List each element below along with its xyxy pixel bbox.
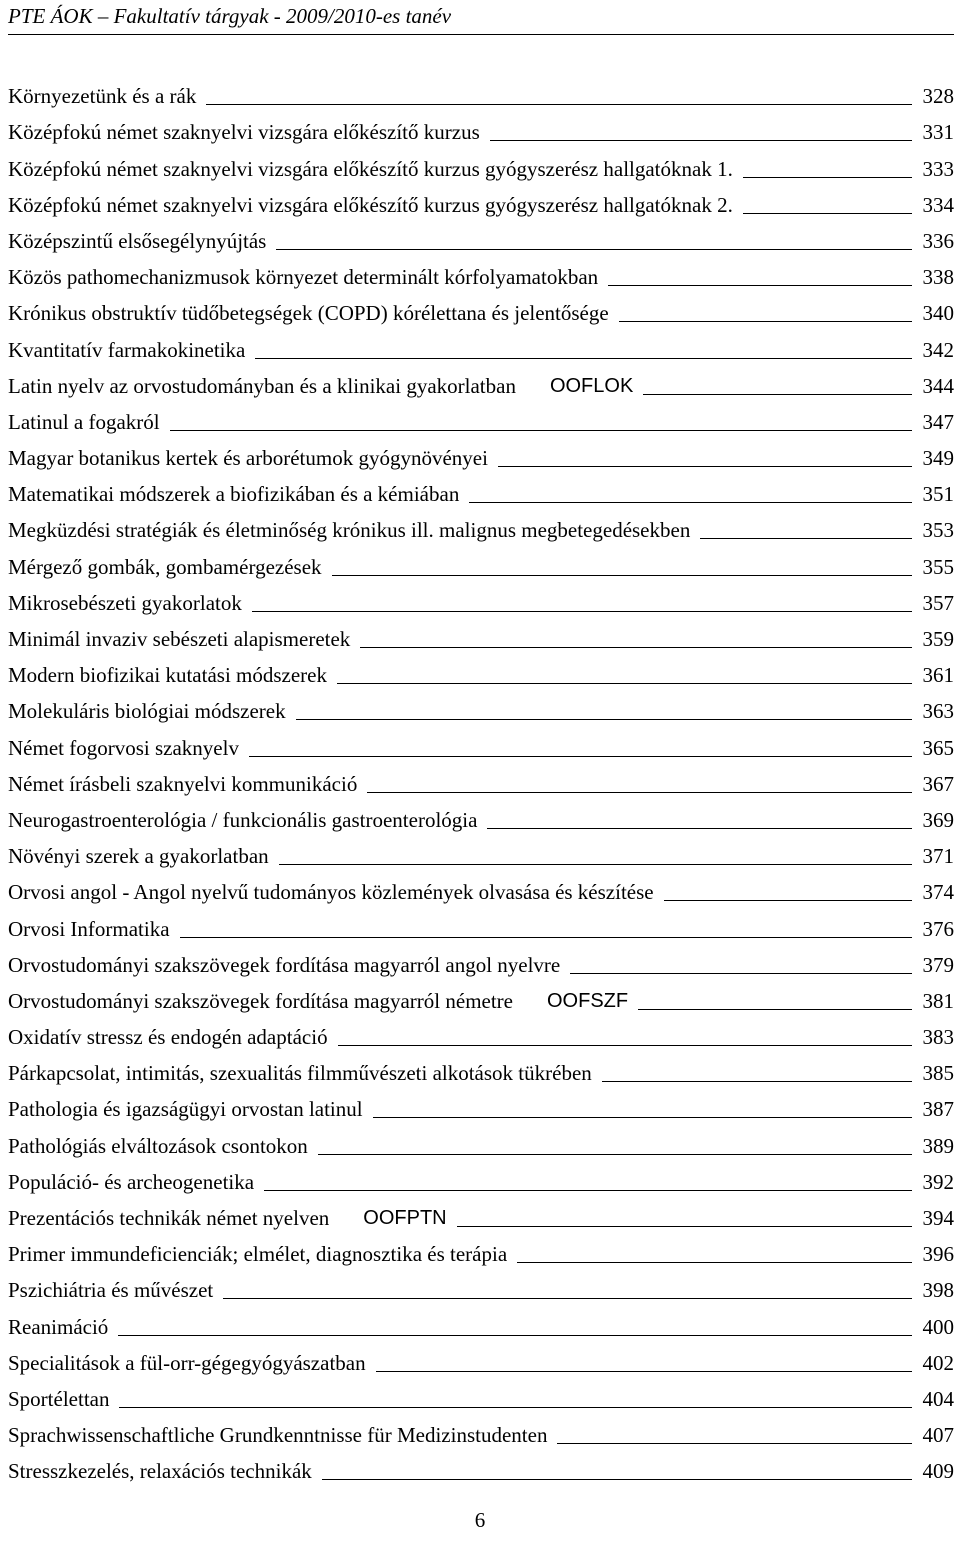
toc-entry-title: Specialitások a fül-orr-gégegyógyászatban [8, 1350, 366, 1375]
toc-entry-title: Stresszkezelés, relaxációs technikák [8, 1459, 312, 1484]
running-header: PTE ÁOK – Fakultatív tárgyak - 2009/2010-es tanév [8, 4, 452, 28]
toc-entry-leader-line [252, 611, 912, 612]
toc-entry-leader-line [608, 285, 912, 286]
toc-entry-page: 404 [922, 1386, 954, 1411]
toc-entry [8, 434, 954, 470]
toc-entry-page: 367 [922, 771, 954, 796]
toc-entry-page: 353 [922, 518, 954, 543]
toc-entry-page: 331 [922, 120, 954, 145]
toc-entry [8, 1230, 954, 1266]
toc-entry [8, 362, 954, 398]
toc-entry-leader-line [376, 1371, 912, 1372]
toc-entry [8, 832, 954, 868]
toc-entry [8, 470, 954, 506]
toc-entry-page: 392 [922, 1169, 954, 1194]
toc-entry-page: 385 [922, 1061, 954, 1086]
toc-entry [8, 1411, 954, 1447]
toc-entry-title: Minimál invaziv sebészeti alapismeretek [8, 627, 351, 651]
toc-entry-leader-line [367, 792, 912, 793]
toc-entry-title: Kvantitatív farmakokinetika [8, 337, 246, 362]
toc-entry-page: 407 [922, 1423, 954, 1448]
toc-entry-page: 336 [922, 228, 954, 253]
toc-entry-page: 398 [922, 1278, 954, 1303]
toc-entry [8, 181, 954, 217]
toc-entry-leader-line [337, 683, 912, 684]
toc-entry-leader-line [332, 575, 912, 576]
toc-entry-page: 359 [922, 627, 954, 651]
toc-entry-leader-line [570, 973, 912, 974]
toc-entry-title: Orvostudományi szakszövegek fordítása magyarról németre [8, 988, 513, 1013]
toc-entry [8, 1266, 954, 1302]
toc-entry-title: Megküzdési stratégiák és életminőség krónikus ill. malignus megbetegedésekben [8, 518, 691, 543]
toc-entry-page: 394 [922, 1206, 954, 1230]
toc-entry-page: 383 [922, 1025, 954, 1050]
toc-entry-leader-line [318, 1154, 912, 1155]
toc-entry-leader-line [743, 213, 912, 214]
header-rule [8, 34, 954, 35]
toc-entry-leader-line [743, 177, 912, 178]
toc-entry-leader-line [664, 900, 912, 901]
toc-entry-leader-line [487, 828, 912, 829]
toc-entry-title: Latin nyelv az orvostudományban és a klinikai gyakorlatban [8, 373, 516, 398]
toc-entry [8, 1158, 954, 1194]
toc-entry-page: 351 [922, 482, 954, 507]
toc-entry [8, 1049, 954, 1085]
toc-entry [8, 723, 954, 759]
toc-entry-course-code: OOFSZF [547, 989, 629, 1012]
toc-entry-title: Környezetünk és a rák [8, 84, 197, 109]
toc-entry-leader-line [118, 1335, 912, 1336]
toc-entry-title: Középfokú német szaknyelvi vizsgára előkészítő kurzus gyógyszerész hallgatóknak 1. [8, 156, 733, 181]
toc-entry [8, 108, 954, 144]
toc-entry-leader-line [180, 937, 912, 938]
toc-entry-course-code: OOFPTN [363, 1207, 447, 1229]
toc-entry-page: 344 [922, 373, 954, 398]
toc-entry-title: Primer immundeficienciák; elmélet, diagnosztika és terápia [8, 1242, 508, 1267]
toc-entry-leader-line [469, 502, 912, 503]
toc-entry-title: Oxidatív stressz és endogén adaptáció [8, 1025, 328, 1050]
toc-entry-title: Közös pathomechanizmusok környezet determinált kórfolyamatokban [8, 265, 599, 290]
toc-entry [8, 506, 954, 542]
toc-entry-leader-line [557, 1443, 912, 1444]
toc-entry-title: Reanimáció [8, 1314, 109, 1339]
toc-entry [8, 868, 954, 904]
toc-entry [8, 904, 954, 940]
toc-entry [8, 760, 954, 796]
toc-entry [8, 1375, 954, 1411]
toc-entry-leader-line [206, 104, 912, 105]
toc-entry-page: 396 [922, 1242, 954, 1267]
toc-entry [8, 615, 954, 651]
toc-entry-leader-line [279, 864, 912, 865]
toc-entry-page: 355 [922, 554, 954, 579]
toc-entry-title: Sportélettan [8, 1386, 110, 1411]
toc-entry [8, 977, 954, 1013]
toc-entry-title: Pathologia és igazságügyi orvostan latinul [8, 1097, 363, 1122]
toc-entry [8, 1085, 954, 1121]
toc-entry-title: Középfokú német szaknyelvi vizsgára előkészítő kurzus gyógyszerész hallgatóknak 2. [8, 192, 733, 217]
toc-entry [8, 217, 954, 253]
toc-entry-page: 409 [922, 1459, 954, 1484]
toc-entry-title: Pathológiás elváltozások csontokon [8, 1133, 308, 1158]
toc-entry-page: 376 [922, 916, 954, 941]
toc-entry-page: 363 [922, 699, 954, 724]
toc-entry-page: 338 [922, 265, 954, 290]
toc-entry [8, 1302, 954, 1338]
toc-entry-title: Német fogorvosi szaknyelv [8, 735, 239, 760]
toc-entry-title: Középszintű elsősegélynyújtás [8, 228, 267, 253]
toc-entry-leader-line [170, 430, 912, 431]
toc-entry [8, 1121, 954, 1157]
toc-entry-leader-line [360, 647, 912, 648]
toc-entry-page: 347 [922, 409, 954, 434]
toc-entry [8, 289, 954, 325]
toc-entry-leader-line [338, 1045, 912, 1046]
toc-entry-leader-line [517, 1262, 912, 1263]
toc-entry-leader-line [619, 321, 912, 322]
toc-entry [8, 72, 954, 108]
toc-entry-title: Sprachwissenschaftliche Grundkenntnisse für Medizinstudenten [8, 1423, 548, 1448]
toc-entry [8, 651, 954, 687]
toc-entry-page: 333 [922, 156, 954, 181]
toc-entry-title: Matematikai módszerek a biofizikában és a kémiában [8, 482, 460, 507]
toc-entry-leader-line [249, 756, 912, 757]
toc-entry-page: 387 [922, 1097, 954, 1122]
toc-entry-leader-line [264, 1190, 912, 1191]
toc-entry-page: 334 [922, 192, 954, 217]
toc-entry-leader-line [490, 140, 912, 141]
toc-entry-leader-line [643, 394, 912, 395]
toc-entry-title: Orvostudományi szakszövegek fordítása magyarról angol nyelvre [8, 952, 561, 977]
toc-entry-title: Modern biofizikai kutatási módszerek [8, 663, 327, 688]
toc-entry-leader-line [457, 1226, 912, 1227]
toc-entry-page: 342 [922, 337, 954, 362]
toc-entry-title: Molekuláris biológiai módszerek [8, 699, 286, 724]
toc-entry [8, 1447, 954, 1483]
toc-entry-leader-line [700, 538, 912, 539]
toc-entry-title: Orvosi Informatika [8, 916, 170, 941]
toc-entry-leader-line [223, 1298, 912, 1299]
toc-entry-page: 357 [922, 590, 954, 615]
toc-entry-title: Német írásbeli szaknyelvi kommunikáció [8, 771, 358, 796]
toc-entry-leader-line [322, 1479, 912, 1480]
toc-entry-title: Neurogastroenterológia / funkcionális gastroenterológia [8, 807, 478, 832]
toc-entry-page: 374 [922, 880, 954, 905]
toc-entry [8, 325, 954, 361]
toc-entry-page: 340 [922, 301, 954, 326]
toc-entry-page: 400 [922, 1314, 954, 1339]
table-of-contents [8, 72, 954, 1483]
toc-entry-page: 371 [922, 844, 954, 869]
toc-entry-title: Pszichiátria és művészet [8, 1278, 214, 1303]
toc-entry-page: 349 [922, 446, 954, 471]
toc-entry [8, 579, 954, 615]
toc-entry-page: 365 [922, 735, 954, 760]
toc-entry-title: Magyar botanikus kertek és arborétumok gyógynövényei [8, 446, 488, 471]
toc-entry-page: 389 [922, 1133, 954, 1158]
toc-entry-leader-line [638, 1009, 912, 1010]
toc-entry-title: Latinul a fogakról [8, 409, 160, 434]
toc-entry-page: 361 [922, 663, 954, 688]
toc-entry [8, 398, 954, 434]
toc-entry [8, 687, 954, 723]
toc-entry-leader-line [602, 1081, 912, 1082]
toc-entry-leader-line [498, 466, 912, 467]
toc-entry [8, 542, 954, 578]
toc-entry-title: Krónikus obstruktív tüdőbetegségek (COPD) kórélettana és jelentősége [8, 301, 609, 326]
toc-entry-leader-line [296, 719, 912, 720]
toc-entry-page: 379 [922, 952, 954, 977]
toc-entry [8, 941, 954, 977]
toc-entry-course-code: OOFLOK [549, 374, 634, 397]
toc-entry-title: Növényi szerek a gyakorlatban [8, 844, 269, 869]
toc-entry-leader-line [255, 358, 912, 359]
toc-entry-page: 369 [922, 807, 954, 832]
toc-entry-title: Középfokú német szaknyelvi vizsgára előkészítő kurzus [8, 120, 480, 145]
toc-entry-page: 381 [922, 988, 954, 1013]
toc-entry-title: Mérgező gombák, gombamérgezések [8, 554, 322, 579]
toc-entry [8, 1194, 954, 1230]
toc-entry [8, 1013, 954, 1049]
toc-entry-title: Mikrosebészeti gyakorlatok [8, 590, 242, 615]
toc-entry-page: 328 [922, 84, 954, 109]
toc-entry-title: Orvosi angol - Angol nyelvű tudományos közlemények olvasása és készítése [8, 880, 654, 905]
toc-entry [8, 144, 954, 180]
toc-entry-leader-line [373, 1117, 912, 1118]
toc-entry [8, 1339, 954, 1375]
toc-entry [8, 253, 954, 289]
page-number: 6 [474, 1508, 486, 1532]
toc-entry-title: Populáció- és archeogenetika [8, 1169, 255, 1194]
toc-entry [8, 796, 954, 832]
toc-entry-leader-line [276, 249, 912, 250]
toc-entry-title: Prezentációs technikák német nyelven [8, 1206, 330, 1230]
toc-entry-title: Párkapcsolat, intimitás, szexualitás filmművészeti alkotások tükrében [8, 1061, 592, 1086]
toc-entry-page: 402 [922, 1350, 954, 1375]
toc-entry-leader-line [119, 1407, 912, 1408]
